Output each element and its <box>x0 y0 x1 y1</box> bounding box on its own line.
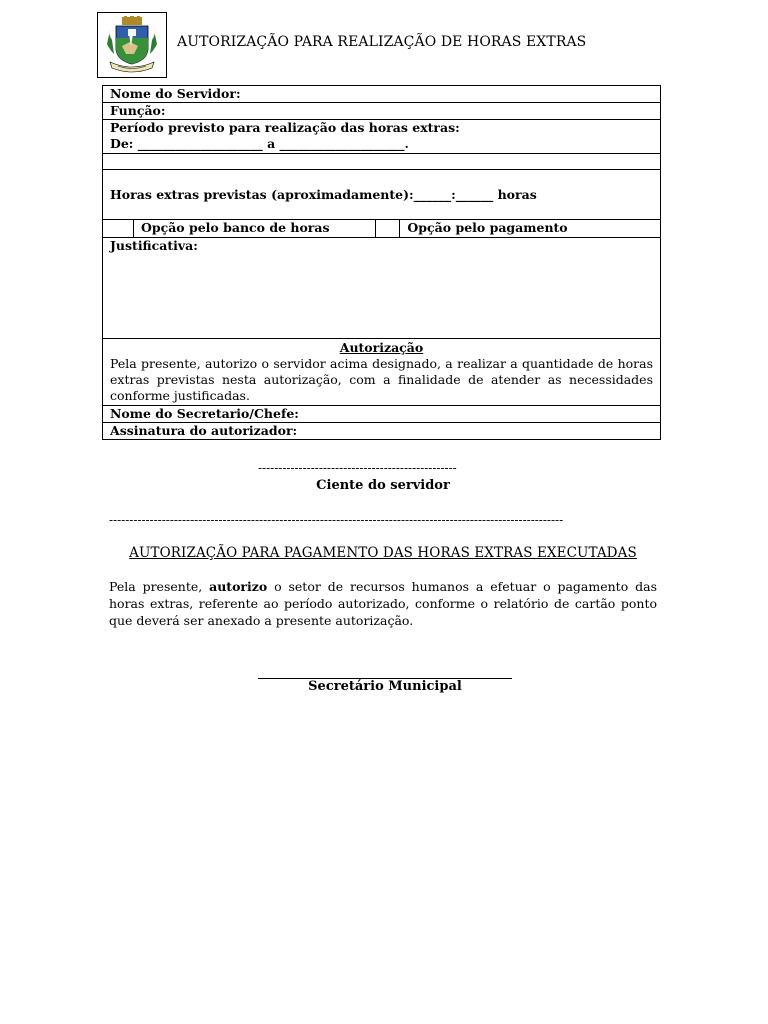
period-date-line: De: ____________________ a ____________________. <box>110 136 409 151</box>
blank-row <box>103 154 661 170</box>
document-title: AUTORIZAÇÃO PARA REALIZAÇÃO DE HORAS EXTRAS <box>177 34 587 50</box>
employee-acknowledgement-label: Ciente do servidor <box>316 478 450 493</box>
payment-text-bold: autorizo <box>209 579 268 594</box>
period-field[interactable] <box>103 120 661 154</box>
role-field[interactable]: Função: <box>103 103 661 120</box>
payment-checkbox[interactable] <box>376 220 400 238</box>
payment-text-start: Pela presente, <box>109 579 210 594</box>
municipal-coat-of-arms <box>97 12 167 78</box>
cut-separator: ---------------------------------------------------------------------------------------------------------------- <box>109 513 564 527</box>
bank-hours-option-label: Opção pelo banco de horas <box>133 220 376 238</box>
period-label: Período previsto para realização das horas extras: <box>110 120 460 135</box>
authorization-section <box>103 339 661 406</box>
payment-authorization-title: AUTORIZAÇÃO PARA PAGAMENTO DAS HORAS EXTRAS EXECUTADAS <box>129 545 637 561</box>
employee-signature-line: ------------------------------------------------- <box>258 461 457 475</box>
payment-option-label: Opção pelo pagamento <box>400 220 661 238</box>
secretary-signature-label: Secretário Municipal <box>308 679 462 694</box>
justification-field[interactable]: Justificativa: <box>103 238 661 339</box>
authorization-text: Pela presente, autorizo o servidor acima designado, a realizar a quantidade de horas extras previstas nesta autorização, com a finalidade de atender as necessidades conforme justificadas. <box>110 356 653 403</box>
payment-text-end: o setor de recursos humanos a efetuar o pagamento das horas extras, referente ao período autorizado, conforme o relatório de cartão ponto que deverá ser anexado a presente autorização. <box>109 579 657 628</box>
coat-of-arms-icon <box>104 16 160 74</box>
authorization-heading: Autorização <box>339 340 424 355</box>
bank-hours-checkbox[interactable] <box>103 220 134 238</box>
payment-authorization-text <box>109 578 657 629</box>
overtime-request-form <box>102 85 661 440</box>
employee-name-field[interactable]: Nome do Servidor: <box>103 86 661 103</box>
expected-hours-field[interactable]: Horas extras previstas (aproximadamente):______:______ horas <box>103 170 661 220</box>
supervisor-name-field[interactable]: Nome do Secretario/Chefe: <box>103 406 661 423</box>
authorizer-signature-field[interactable]: Assinatura do autorizador: <box>103 423 661 440</box>
